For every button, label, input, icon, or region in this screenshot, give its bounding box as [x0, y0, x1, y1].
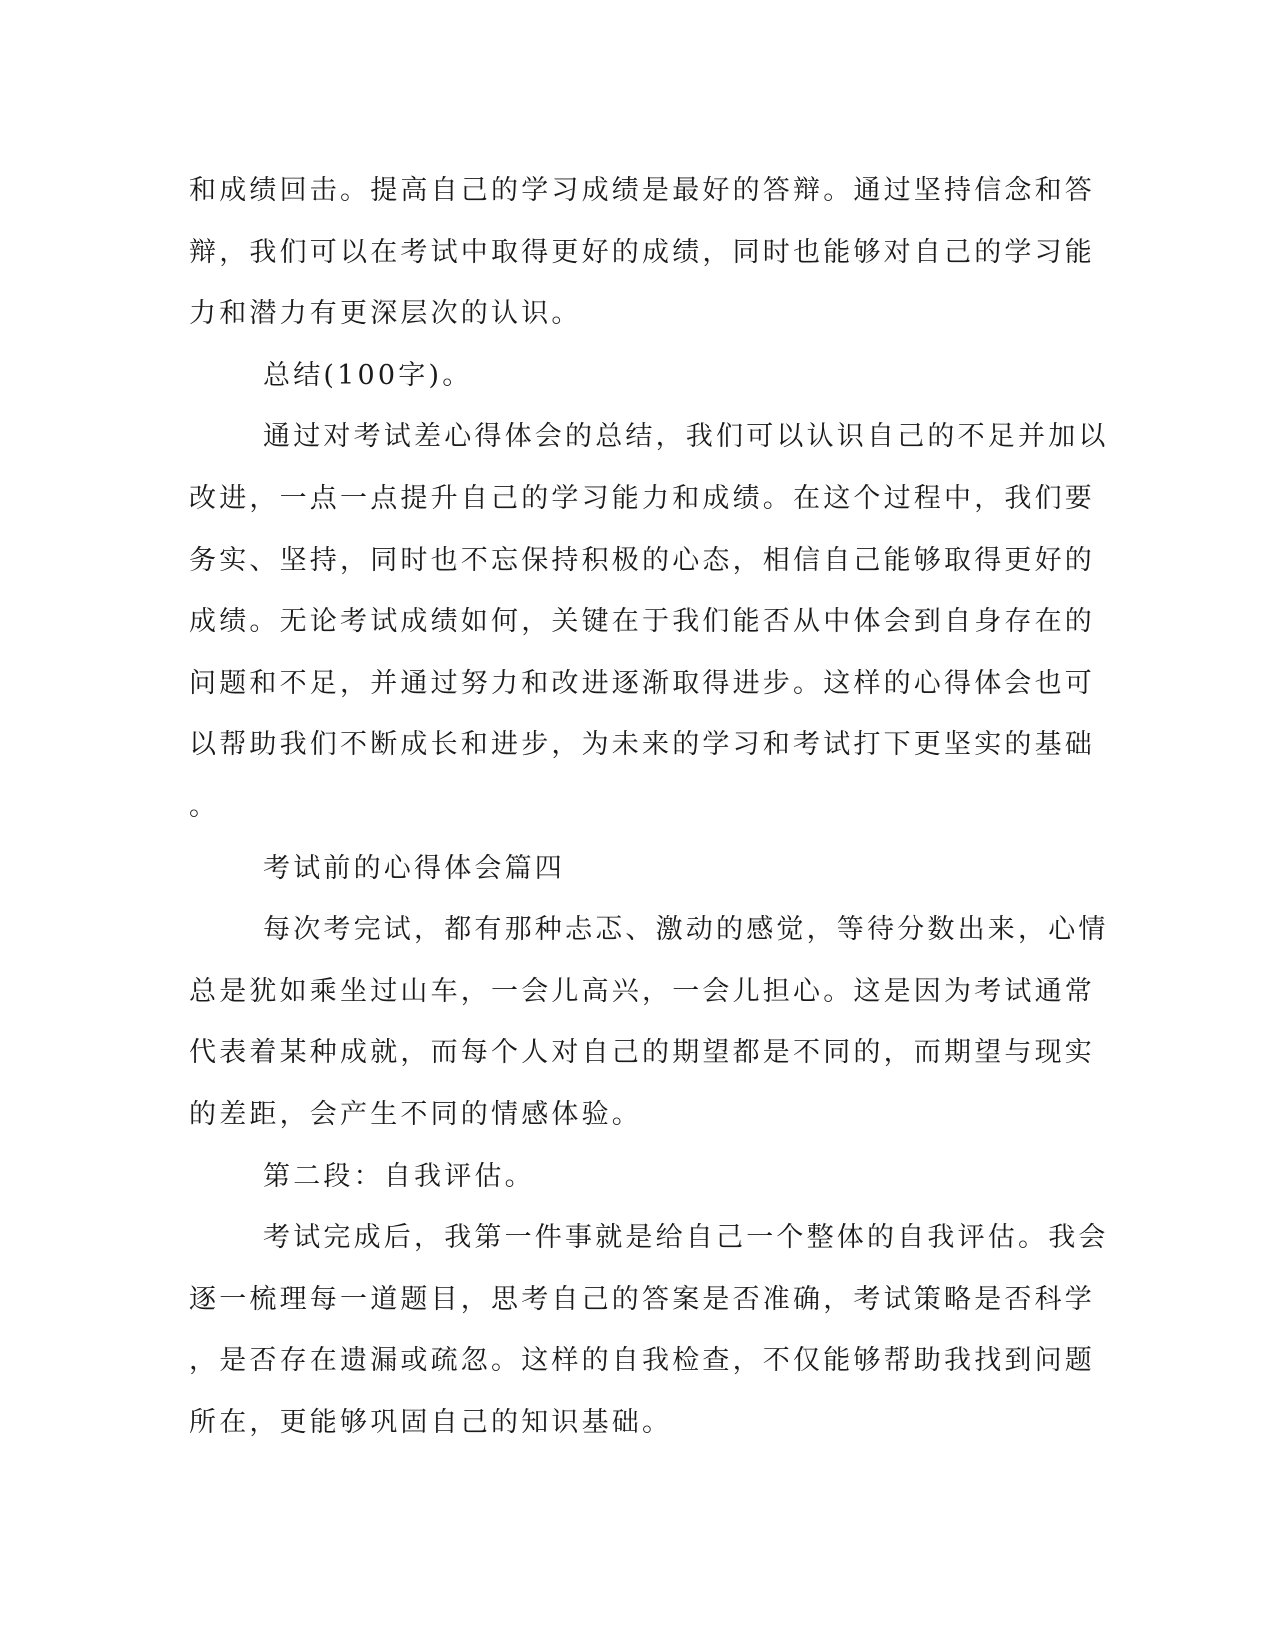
text-line: 所在，更能够巩固自己的知识基础。 [189, 1406, 673, 1438]
text-line: 力和潜力有更深层次的认识。 [189, 298, 582, 330]
text-line: 问题和不足，并通过努力和改进逐渐取得进步。这样的心得体会也可 [189, 667, 1095, 699]
document-body [189, 160, 1109, 1453]
text-line: 以帮助我们不断成长和进步，为未来的学习和考试打下更坚实的基础 [189, 729, 1095, 761]
text-line: 总是犹如乘坐过山车，一会儿高兴，一会儿担心。这是因为考试通常 [189, 975, 1095, 1007]
text-line: 。 [189, 790, 220, 822]
text-line: ，是否存在遗漏或疏忽。这样的自我检查，不仅能够帮助我找到问题 [189, 1345, 1095, 1377]
section-heading: 总结(100字)。 [263, 359, 473, 391]
text-line: 的差距，会产生不同的情感体验。 [189, 1098, 642, 1130]
section-heading: 第二段：自我评估。 [263, 1160, 535, 1192]
section-heading: 考试前的心得体会篇四 [263, 852, 565, 884]
text-line: 改进，一点一点提升自己的学习能力和成绩。在这个过程中，我们要 [189, 482, 1095, 514]
text-line: 通过对考试差心得体会的总结，我们可以认识自己的不足并加以 [263, 421, 1109, 453]
text-line: 务实、坚持，同时也不忘保持积极的心态，相信自己能够取得更好的 [189, 544, 1095, 576]
text-line: 逐一梳理每一道题目，思考自己的答案是否准确，考试策略是否科学 [189, 1283, 1095, 1315]
text-line: 每次考完试，都有那种忐忑、激动的感觉，等待分数出来，心情 [263, 914, 1109, 946]
text-line: 辩，我们可以在考试中取得更好的成绩，同时也能够对自己的学习能 [189, 236, 1095, 268]
text-line: 代表着某种成就，而每个人对自己的期望都是不同的，而期望与现实 [189, 1037, 1095, 1069]
text-line: 成绩。无论考试成绩如何，关键在于我们能否从中体会到自身存在的 [189, 606, 1095, 638]
text-line: 考试完成后，我第一件事就是给自己一个整体的自我评估。我会 [263, 1222, 1109, 1254]
text-line: 和成绩回击。提高自己的学习成绩是最好的答辩。通过坚持信念和答 [189, 175, 1095, 206]
